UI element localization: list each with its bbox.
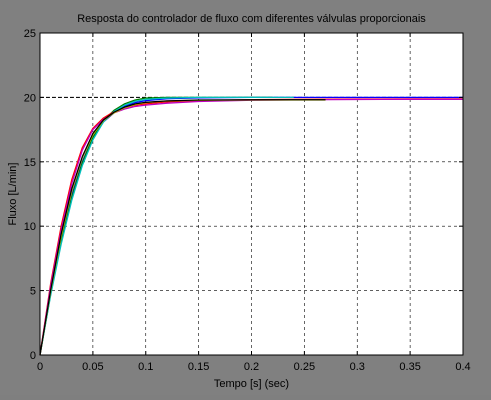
y-tick-label: 0 bbox=[29, 350, 36, 362]
x-tick-label: 0 bbox=[36, 361, 44, 373]
x-tick-label: 0.05 bbox=[82, 361, 104, 373]
chart-title: Resposta do controlador de fluxo com diferentes válvulas proporcionais bbox=[77, 13, 426, 25]
x-tick-label: 0.1 bbox=[138, 361, 154, 373]
x-tick-label: 0.15 bbox=[187, 361, 210, 373]
y-axis-label: Fluxo [L/min] bbox=[7, 162, 19, 226]
y-tick-label: 25 bbox=[23, 28, 36, 40]
x-tick-label: 0.3 bbox=[349, 361, 365, 373]
x-tick-label: 0.35 bbox=[399, 361, 421, 373]
x-tick-label: 0.4 bbox=[455, 361, 471, 373]
x-tick-label: 0.25 bbox=[293, 361, 316, 373]
y-tick-label: 5 bbox=[29, 285, 36, 298]
y-tick-label: 20 bbox=[23, 92, 36, 105]
y-tick-label: 15 bbox=[23, 156, 36, 169]
x-axis-label: Tempo [s] (sec) bbox=[213, 378, 290, 390]
x-tick-label: 0.2 bbox=[243, 361, 260, 373]
y-tick-label: 10 bbox=[23, 221, 36, 234]
